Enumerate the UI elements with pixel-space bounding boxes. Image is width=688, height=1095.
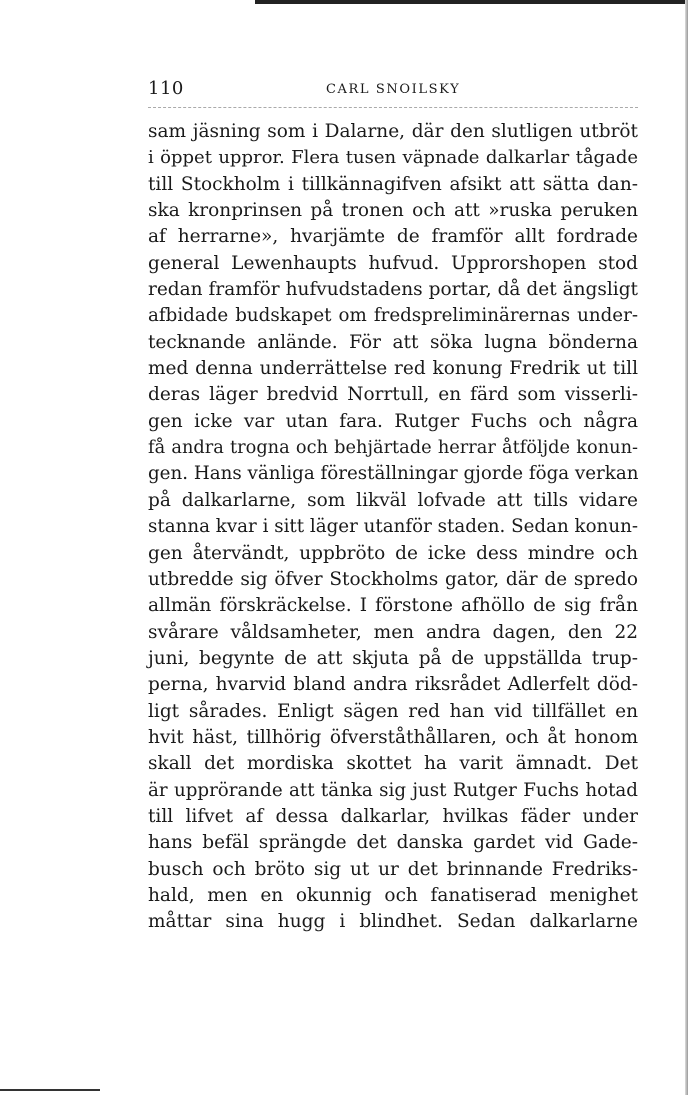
text-line: svårare våldsamheter, men andra dagen, den 22	[148, 621, 638, 643]
text-line: gen icke var utan fara. Rutger Fuchs och några	[148, 410, 638, 432]
page-number: 110	[148, 78, 184, 99]
page-header	[148, 78, 638, 102]
text-line: hvit häst, tillhörig öfverståthållaren, och åt honom	[148, 726, 638, 748]
text-line: hans befäl sprängde det danska gardet vid Gade-	[148, 832, 638, 854]
text-line: måttar sina hugg i blindhet. Sedan dalkarlarne	[148, 911, 638, 933]
text-line: skall det mordiska skottet ha varit ämnadt. Det	[148, 753, 638, 775]
text-line: ska kronprinsen på tronen och att »ruska peruken	[148, 200, 638, 222]
text-line: gen. Hans vänliga föreställningar gjorde föga verkan	[148, 463, 639, 485]
header-rule	[148, 107, 638, 108]
scan-top-edge-line	[255, 0, 688, 4]
text-line: redan framför hufvudstadens portar, då det ängsligt	[148, 279, 638, 301]
text-line: med denna underrättelse red konung Fredrik ut till	[148, 358, 638, 380]
text-line: af herrarne», hvarjämte de framför allt fordrade	[148, 226, 638, 248]
text-line: till lifvet af dessa dalkarlar, hvilkas fäder under	[148, 805, 638, 827]
text-line: allmän förskräckelse. I förstone afhöllo de sig från	[148, 595, 638, 617]
text-line: tecknande anlände. För att söka lugna bönderna	[148, 331, 638, 353]
text-line: på dalkarlarne, som likväl lofvade att tills vidare	[148, 489, 638, 511]
text-line: utbredde sig öfver Stockholms gator, där de spredo	[148, 568, 638, 590]
scan-bottom-edge-line	[0, 1089, 100, 1091]
text-line: i öppet uppror. Flera tusen väpnade dalkarlar tågade	[148, 147, 638, 169]
text-line: sam jäsning som i Dalarne, där den slutligen utbröt	[148, 121, 638, 142]
text-line: är upprörande att tänka sig just Rutger Fuchs hotad	[148, 779, 638, 801]
text-line: stanna kvar i sitt läger utanför staden. Sedan konun-	[148, 516, 638, 538]
running-title: CARL SNOILSKY	[326, 82, 461, 97]
text-line: få andra trogna och behjärtade herrar åtföljde konun-	[148, 438, 638, 459]
text-line: ligt sårades. Enligt sägen red han vid tillfället en	[148, 700, 638, 722]
text-line: afbidade budskapet om fredspreliminärernas under-	[148, 305, 638, 327]
text-line: till Stockholm i tillkännagifven afsikt att sätta dan-	[148, 173, 638, 195]
text-line: deras läger bredvid Norrtull, en färd som visserli-	[148, 384, 638, 406]
text-line: hald, men en okunnig och fanatiserad menighet	[148, 884, 638, 906]
text-line: juni, begynte de att skjuta på de uppställda trup-	[148, 647, 638, 669]
text-line: general Lewenhaupts hufvud. Upprorshopen stod	[148, 252, 638, 274]
text-line: perna, hvarvid bland andra riksrådet Adlerfelt död-	[148, 674, 638, 696]
text-line: busch och bröto sig ut ur det brinnande Fredriks-	[148, 858, 638, 880]
body-text	[148, 119, 638, 936]
text-line: gen återvändt, uppbröto de icke dess mindre och	[148, 542, 638, 564]
